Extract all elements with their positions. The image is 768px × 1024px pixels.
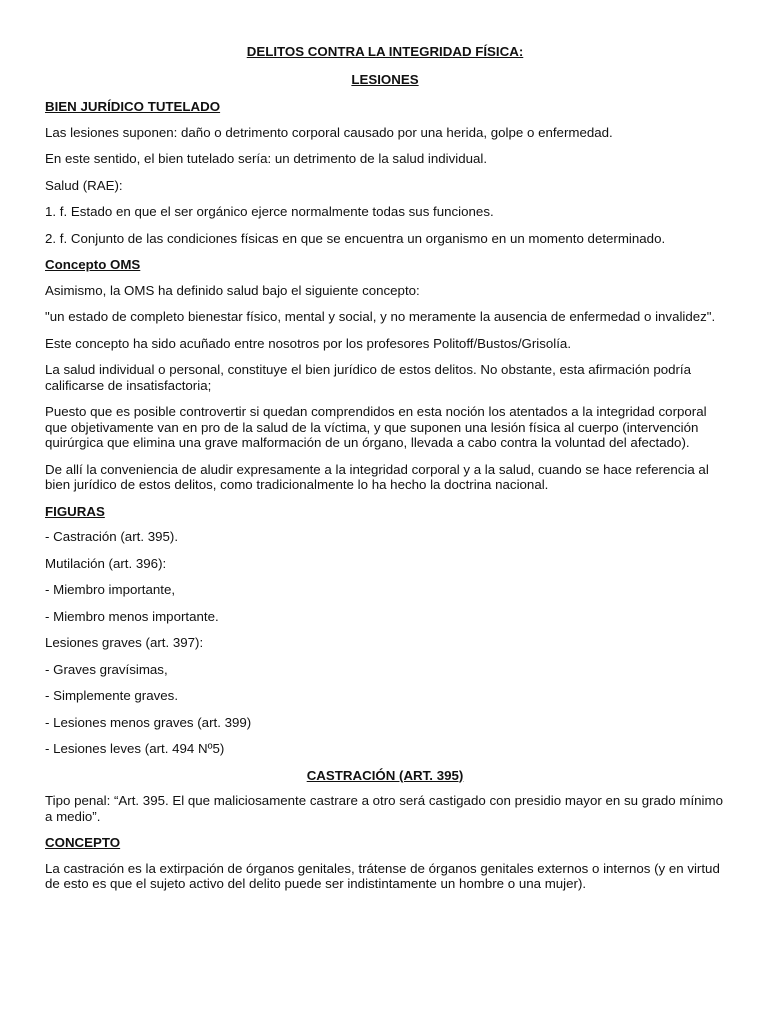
paragraph: Puesto que es posible controvertir si quedan comprendidos en esta noción los atentados a la integridad corporal que objetivamente van en pro de la salud de la víctima, y que suponen una lesión física al cuerpo (intervención quirúrgica que elimina una grave malformación de un órgano, llevada a cabo contra la voluntad del afectado). (45, 404, 707, 450)
section-heading-bien-juridico: BIEN JURÍDICO TUTELADO (45, 99, 221, 114)
section-heading-concepto-oms: Concepto OMS (45, 257, 141, 272)
paragraph: Este concepto ha sido acuñado entre nosotros por los profesores Politoff/Bustos/Grisolía. (45, 335, 572, 351)
list-item: - Graves gravísimas, (45, 661, 168, 677)
paragraph: En este sentido, el bien tutelado sería: un detrimento de la salud individual. (45, 151, 488, 166)
paragraph: "un estado de completo bienestar físico, mental y social, y no meramente la ausencia de enfermedad o invalidez". (45, 309, 716, 324)
document-subtitle: LESIONES (351, 71, 419, 87)
section-heading-concepto: CONCEPTO (45, 835, 121, 850)
section-heading-castracion: CASTRACIÓN (ART. 395) (306, 767, 464, 783)
paragraph: Las lesiones suponen: daño o detrimento corporal causado por una herida, golpe o enfermedad. (45, 124, 613, 140)
list-item: - Lesiones leves (art. 494 Nº5) (45, 741, 225, 756)
list-item: - Simplemente graves. (45, 688, 179, 703)
list-item: Lesiones graves (art. 397): (45, 635, 204, 650)
paragraph: 2. f. Conjunto de las condiciones físicas en que se encuentra un organismo en un momento determinado. (45, 230, 666, 246)
section-heading-figuras: FIGURAS (45, 503, 105, 519)
list-item: - Miembro importante, (45, 582, 176, 597)
paragraph: Tipo penal: “Art. 395. El que maliciosamente castrare a otro será castigado con presidio mayor en su grado mínimo a medio”. (45, 793, 723, 824)
paragraph: Asimismo, la OMS ha definido salud bajo el siguiente concepto: (45, 282, 420, 298)
paragraph: La castración es la extirpación de órganos genitales, trátense de órganos genitales externos o internos (y en virtud de esto es que el sujeto activo del delito puede ser indistintamente un hombre o una mujer). (45, 860, 720, 891)
list-item: Mutilación (art. 396): (45, 555, 167, 571)
paragraph: De allí la conveniencia de aludir expresamente a la integridad corporal y a la salud, cuando se hace referencia al bien jurídico de estos delitos, como tradicionalmente lo ha hecho la doctrina nacional. (45, 461, 709, 492)
paragraph: Salud (RAE): (45, 177, 123, 193)
document-title: DELITOS CONTRA LA INTEGRIDAD FÍSICA: (246, 44, 524, 59)
list-item: - Miembro menos importante. (45, 608, 219, 624)
list-item: - Lesiones menos graves (art. 399) (45, 714, 252, 730)
paragraph: 1. f. Estado en que el ser orgánico ejerce normalmente todas sus funciones. (45, 204, 494, 219)
document-page (45, 44, 725, 903)
paragraph: La salud individual o personal, constituye el bien jurídico de estos delitos. No obstante, esta afirmación podría calificarse de insatisfactoria; (45, 362, 692, 393)
list-item: - Castración (art. 395). (45, 529, 179, 544)
